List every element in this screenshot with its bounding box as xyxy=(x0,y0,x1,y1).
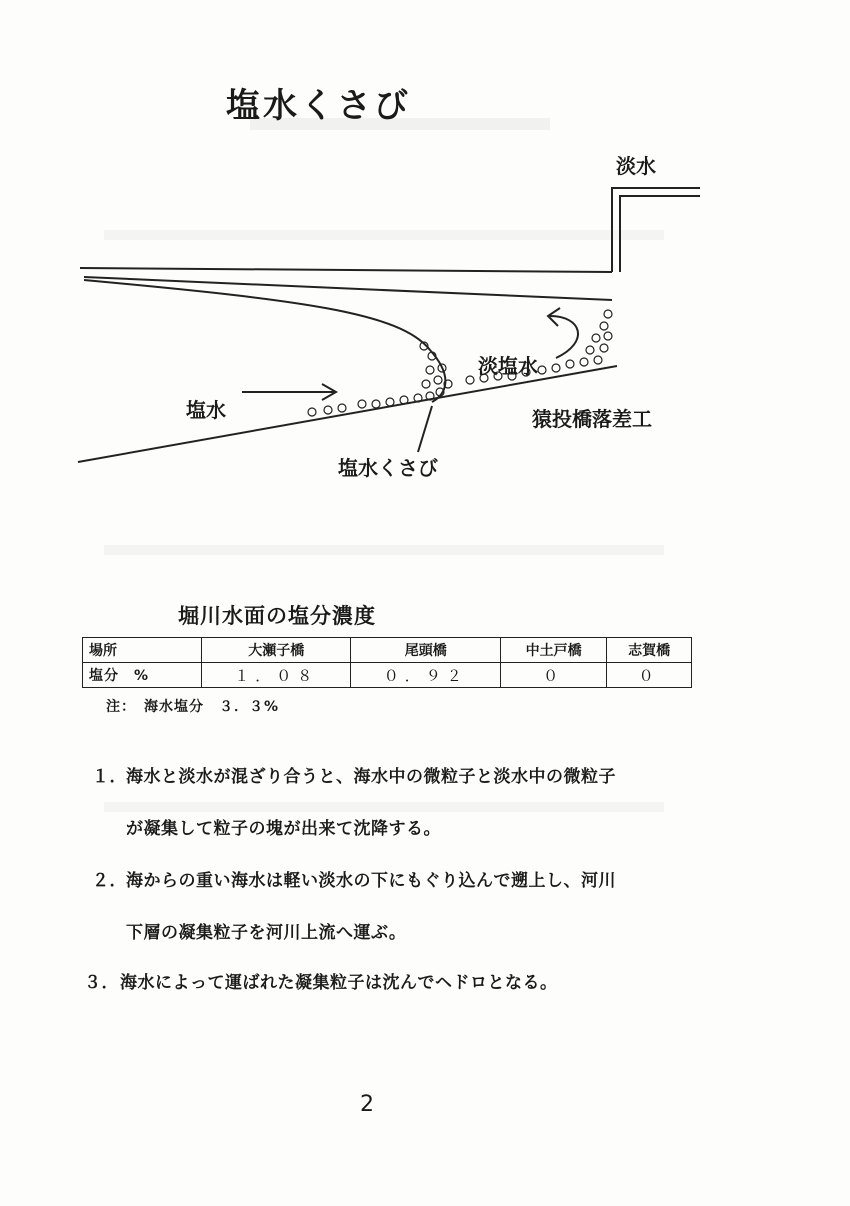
brackish-water-label: 淡塩水 xyxy=(478,354,538,378)
floc-particles xyxy=(308,310,612,416)
fresh-water-label: 淡水 xyxy=(616,154,656,178)
page-number: 2 xyxy=(360,1092,374,1117)
header-ottobashi: 尾頭橋 xyxy=(351,638,500,663)
value-ottobashi: ０．９２ xyxy=(351,663,500,688)
item-3-line-1: 海水によって運ばれた凝集粒子は沈んでヘドロとなる。 xyxy=(120,973,558,993)
table-row xyxy=(83,663,692,688)
salt-wedge-diagram xyxy=(0,0,850,480)
value-oosekobashi: １．０８ xyxy=(202,663,351,688)
item-2-line-1: 海からの重い海水は軽い淡水の下にもぐり込んで遡上し、河川 xyxy=(126,871,616,891)
header-shigabashi: 志賀橋 xyxy=(607,638,692,663)
bleed-through-mark xyxy=(104,545,664,555)
table-note: 注： 海水塩分 ３．３% xyxy=(106,699,280,715)
header-oosekobashi: 大瀬子橋 xyxy=(202,638,351,663)
value-shigabashi: ０ xyxy=(607,663,692,688)
item-2-line-2: 下層の凝集粒子を河川上流へ運ぶ。 xyxy=(126,923,407,943)
item-1-number: １． xyxy=(92,767,127,787)
item-2-number: ２． xyxy=(92,871,127,891)
table-title: 堀川水面の塩分濃度 xyxy=(178,604,376,628)
table-header-row xyxy=(83,638,692,663)
item-1-line-2: が凝集して粒子の塊が出来て沈降する。 xyxy=(126,819,441,839)
weir-label: 猿投橋落差工 xyxy=(532,407,652,431)
salt-wedge-label: 塩水くさび xyxy=(338,456,438,480)
header-location: 場所 xyxy=(83,638,202,663)
item-1-line-1: 海水と淡水が混ざり合うと、海水中の微粒子と淡水中の微粒子 xyxy=(126,767,616,787)
header-nakadotobashi: 中土戸橋 xyxy=(500,638,606,663)
row-label-salinity: 塩分 % xyxy=(83,663,202,688)
value-nakadotobashi: ０ xyxy=(500,663,606,688)
salt-water-label: 塩水 xyxy=(186,398,226,422)
bleed-through-mark xyxy=(104,802,664,812)
salinity-table xyxy=(82,637,692,688)
page-title: 塩水くさび xyxy=(226,86,411,126)
item-3-number: ３． xyxy=(84,973,119,993)
